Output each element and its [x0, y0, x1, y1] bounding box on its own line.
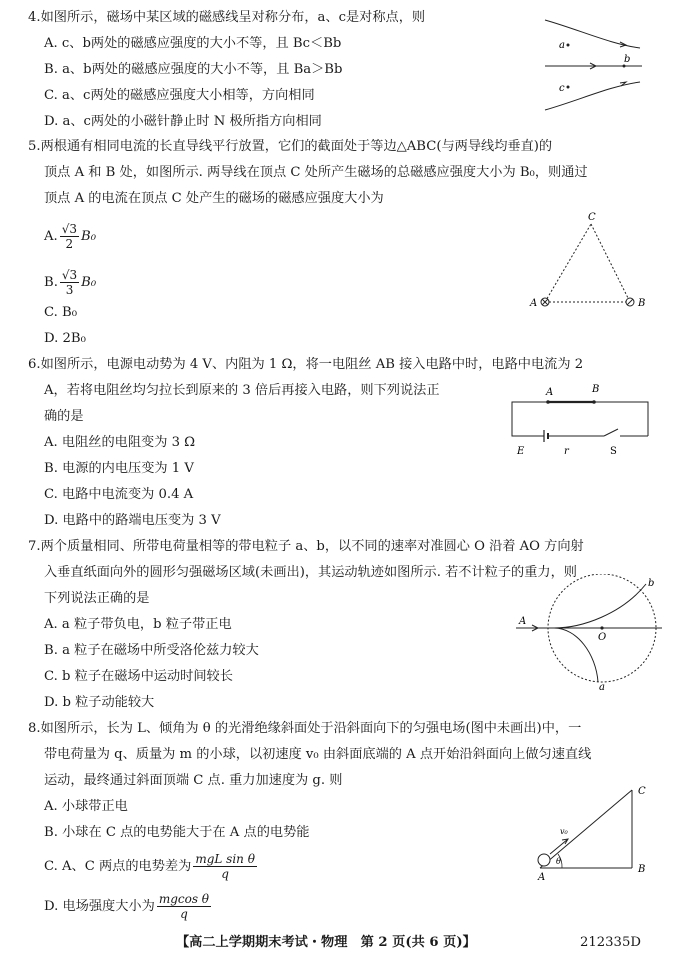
- q7-label-a-point: A: [519, 616, 527, 627]
- q7-stem-line-1: 7.两个质量相同、所带电荷量相等的带电粒子 a、b，以不同的速率对准圆心 O 沿着 AO 方向射: [28, 539, 584, 554]
- q8-label-a: A: [538, 872, 546, 882]
- q5-stem-line-1: 5.两根通有相同电流的长直导线平行放置，它们的截面处于等边△ABC(与两导线均垂直)的: [28, 139, 553, 154]
- q6-option-d: D. 电路中的路端电压变为 3 V: [44, 513, 221, 528]
- q7-circular-field-figure: [512, 574, 662, 692]
- q6-stem-line-3: 确的是: [44, 409, 84, 424]
- q5-option-b: B. $\frac{√3}{3}$ B₀: [44, 268, 97, 297]
- q5-stem-line-3: 顶点 A 的电流在顶点 C 处产生的磁场的磁感应强度大小为: [44, 191, 384, 206]
- q8-incline-figure: [528, 782, 663, 882]
- q4-option-c: C. a、c两处的磁感应强度大小相等，方向相同: [44, 88, 315, 103]
- q7-option-d: D. b 粒子动能较大: [44, 695, 155, 710]
- q8-label-theta: θ: [556, 857, 561, 866]
- q7-option-b: B. a 粒子在磁场中所受洛伦兹力较大: [44, 643, 259, 658]
- q7-option-c: C. b 粒子在磁场中运动时间较长: [44, 669, 233, 684]
- q5-label-c: C: [588, 212, 596, 223]
- q4-option-a: A. c、b两处的磁感应强度的大小不等，且 Bc＜Bb: [44, 36, 342, 51]
- q8-stem-line-2: 带电荷量为 q、质量为 m 的小球，以初速度 v₀ 由斜面底端的 A 点开始沿斜面向上做匀速直线: [44, 747, 592, 762]
- q6-label-r: r: [564, 446, 569, 457]
- q4-label-a: a: [559, 40, 565, 51]
- q7-label-o: O: [598, 632, 607, 643]
- q5-stem-line-2: 顶点 A 和 B 处，如图所示. 两导线在顶点 C 处所产生磁场的总磁感应强度大小为 B₀，则通过: [44, 165, 588, 180]
- q7-stem-line-3: 下列说法正确的是: [44, 591, 150, 606]
- q6-option-c: C. 电路中电流变为 0.4 A: [44, 487, 194, 502]
- q6-option-a: A. 电阻丝的电阻变为 3 Ω: [44, 435, 196, 450]
- q6-label-b: B: [592, 384, 600, 395]
- q6-label-e: E: [517, 446, 525, 457]
- q7-stem-line-2: 入垂直纸面向外的圆形匀强磁场区域(未画出)，其运动轨迹如图所示. 若不计粒子的重力，则: [44, 565, 577, 580]
- q8-label-c: C: [638, 786, 646, 797]
- q7-option-a: A. a 粒子带负电，b 粒子带正电: [44, 617, 232, 632]
- q5-label-b: B: [638, 298, 646, 309]
- q6-label-a: A: [546, 387, 554, 398]
- q4-option-d: D. a、c两处的小磁针静止时 N 极所指方向相同: [44, 114, 322, 129]
- q5-triangle-figure: [525, 210, 655, 315]
- q8-label-b: B: [638, 864, 646, 875]
- q6-stem-line-2: A，若将电阻丝均匀拉长到原来的 3 倍后再接入电路，则下列说法正: [44, 383, 440, 398]
- q5-option-a: A. $\frac{√3}{2}$ B₀: [44, 222, 96, 251]
- q4-option-b: B. a、b两处的磁感应强度的大小不等，且 Ba＞Bb: [44, 62, 343, 77]
- q7-label-b: b: [648, 578, 655, 589]
- footer-code: 212335D: [580, 935, 641, 950]
- q5-label-a: A: [530, 298, 538, 309]
- q8-label-v0: v₀: [560, 827, 568, 836]
- q8-option-c: C. A、C 两点的电势差为 $\frac{\text{mgL sin θ}}{q}$: [44, 852, 255, 881]
- q8-option-d: D. 电场强度大小为 $\frac{\text{mgcos θ}}{q}$: [44, 892, 210, 921]
- q4-stem: 4.如图所示，磁场中某区域的磁感线呈对称分布，a、c是对称点，则: [28, 10, 426, 25]
- q8-option-b: B. 小球在 C 点的电势能大于在 A 点的电势能: [44, 825, 310, 840]
- q4-field-lines-figure: [540, 12, 648, 112]
- q5-option-c: C. B₀: [44, 305, 77, 320]
- q6-label-s: S: [610, 446, 617, 457]
- q6-option-b: B. 电源的内电压变为 1 V: [44, 461, 194, 476]
- q6-stem-line-1: 6.如图所示，电源电动势为 4 V、内阻为 1 Ω，将一电阻丝 AB 接入电路中时，电路中电流为 2: [28, 357, 584, 372]
- footer-title: 【高二上学期期末考试・物理 第 2 页(共 6 页)】: [176, 935, 476, 950]
- q4-label-b: b: [624, 54, 631, 65]
- q7-label-a-path: a: [599, 682, 605, 692]
- q8-option-a: A. 小球带正电: [44, 799, 128, 814]
- q6-circuit-figure: [508, 380, 658, 460]
- q4-label-c: c: [559, 83, 565, 94]
- q8-stem-line-3: 运动，最终通过斜面顶端 C 点. 重力加速度为 g. 则: [44, 773, 343, 788]
- q5-option-d: D. 2B₀: [44, 331, 86, 346]
- q8-stem-line-1: 8.如图所示，长为 L、倾角为 θ 的光滑绝缘斜面处于沿斜面向下的匀强电场(图中未画出)中，一: [28, 721, 582, 736]
